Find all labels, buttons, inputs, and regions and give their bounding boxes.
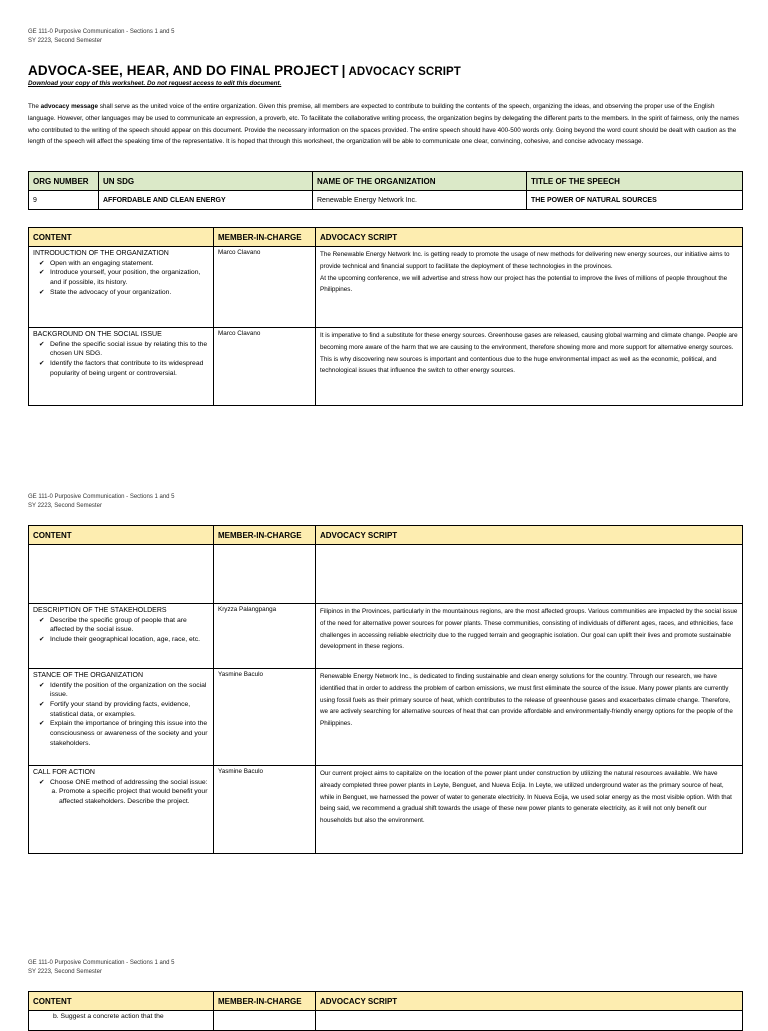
org-name-value: Renewable Energy Network Inc. (313, 191, 527, 210)
script-header: ADVOCACY SCRIPT (316, 526, 743, 545)
content-header: CONTENT (29, 526, 214, 545)
guide-item: ✔ Include their geographical location, age, race, etc. (39, 635, 209, 645)
semester-line: SY 2223, Second Semester (28, 968, 102, 975)
org-number-header: ORG NUMBER (29, 172, 99, 191)
guide-item: ✔ State the advocacy of your organization. (39, 288, 209, 298)
course-line: GE 111-0 Purposive Communication - Sections 1 and 5 (28, 960, 175, 966)
guide-item: ✔ Identify the factors that contribute to its widespread popularity of being urgent or controversial. (39, 359, 209, 378)
call-row (29, 766, 743, 854)
advocacy-script (316, 766, 743, 854)
org-name-header: NAME OF THE ORGANIZATION (313, 172, 527, 191)
course-line: GE 111-0 Purposive Communication - Sections 1 and 5 (28, 494, 175, 500)
partial-content (29, 1011, 214, 1031)
script-table-header (29, 526, 743, 545)
section-title: BACKGROUND ON THE SOCIAL ISSUE (33, 331, 162, 338)
guide-item: ✔ Describe the specific group of people that are affected by the social issue. (39, 616, 209, 635)
script-table-page2 (28, 525, 743, 854)
intro-bold: advocacy message (40, 103, 99, 110)
script-table-page3 (28, 991, 743, 1031)
semester-line: SY 2223, Second Semester (28, 37, 102, 44)
guide-item: ✔ Identify the position of the organization on the social issue. (39, 681, 209, 700)
call-content (29, 766, 214, 854)
stakeholders-row (29, 604, 743, 669)
advocacy-script (316, 669, 743, 766)
guide-item: ✔ Define the specific social issue by relating this to the chosen UN SDG. (39, 340, 209, 359)
guide-item: ✔ Introduce yourself, your position, the organization, and if possible, its history. (39, 268, 209, 287)
guide-list (33, 616, 209, 645)
member-in-charge: Marco Clavano (214, 328, 316, 406)
org-table-row (29, 191, 743, 210)
script-paragraph: This is why discovering new sources is important and contentious due to the huge environmental impact as well as the economic, political, and technological issues that influence the switch to other energy sources. (320, 355, 717, 375)
script-table-header (29, 992, 743, 1011)
intro-paragraph (28, 101, 740, 148)
background-content (29, 328, 214, 406)
intro-lead: The (28, 103, 39, 110)
title-sub: ADVOCACY SCRIPT (348, 66, 461, 78)
partial-row (29, 1011, 743, 1031)
script-paragraph: Renewable Energy Network Inc., is dedicated to finding sustainable and clean energy solutions for the country. Through our research, we have identified that in order to address the problem of carbon emissions, we must first eliminate the source of the issue. Many power plants are currently using fossil fuels as their primary source of heat, which contributes to the release of greenhouse gases and exacerbates climate change. Therefore, we are actively searching for alternative sources of heat that can provide affordable and environmentally-friendly energy options for the people of the Philippines. (320, 673, 733, 728)
guide-list (33, 778, 209, 788)
page-title (28, 63, 461, 78)
script-paragraph: Filipinos in the Provinces, particularly in the mountainous regions, are the most affected groups. Various communities are impacted by the social issue of the need for alternative power sources for power plants. These communities, consisting of individuals of different ages, races, and ethnicities, face challenges in accessing reliable electricity due to the rugged terrain and geographic isolation. Our goal can uplift their lives and promote sustainable development in these regions. (320, 608, 738, 651)
member-in-charge: Marco Clavano (214, 247, 316, 328)
speech-title-value: THE POWER OF NATURAL SOURCES (527, 191, 743, 210)
intro-org-content (29, 247, 214, 328)
empty-row (29, 545, 743, 604)
member-header: MEMBER-IN-CHARGE (214, 992, 316, 1011)
empty-cell (214, 1011, 316, 1031)
advocacy-script (316, 604, 743, 669)
script-paragraph: The Renewable Energy Network Inc. is getting ready to promote the usage of new methods for delivering new energy sources, our initiative aims to provide technical and financial support to facilitate the deployment of these technologies in the provinces. (320, 251, 730, 270)
advocacy-script (316, 247, 743, 328)
intro-org-row (29, 247, 743, 328)
script-paragraph: It is imperative to find a substitute for these energy sources. Greenhouse gases are released, causing global warming and climate change. People are becoming more aware of the harm that we are causing to the environment, therefore showing more and more support for alternative energy sources. (320, 332, 738, 351)
intro-rest: shall serve as the united voice of the entire organization. Given this premise, all members are expected to contribute to building the contents of the speech, organizing the ideas, and observing the proper use of the English language. However, other languages may be used to communicate an expression, a proverb, etc. To facilitate the collaborative writing process, the organization begins by delegating the different parts to the members. In the spirit of fairness, only the names who contributed to the writing of the speech should appear on this document. Provide the necessary information on the spaces provided. The entire speech should have 400-500 words only. Going beyond the word count should be dealt with caution as the length of the speech will affect the speaking time of the representative. It is hoped that through this worksheet, the organization will be able to communicate one clear, convincing, cohesive, and concise advocacy message. (28, 103, 740, 146)
member-header: MEMBER-IN-CHARGE (214, 526, 316, 545)
member-header: MEMBER-IN-CHARGE (214, 228, 316, 247)
empty-cell (316, 545, 743, 604)
sub-item: b. Suggest a concrete action that the (53, 1013, 164, 1020)
content-header: CONTENT (29, 992, 214, 1011)
script-table-page1 (28, 227, 743, 406)
page-header (28, 493, 175, 510)
download-note: Download your copy of this worksheet. Do not request access to edit this document. (28, 80, 282, 87)
stakeholders-content (29, 604, 214, 669)
member-in-charge: Yasmine Baculo (214, 669, 316, 766)
empty-cell (29, 545, 214, 604)
guide-list (33, 340, 209, 379)
course-line: GE 111-0 Purposive Communication - Sections 1 and 5 (28, 29, 175, 35)
empty-cell (316, 1011, 743, 1031)
sub-item: a. Promote a specific project that would benefit your affected stakeholders. Describe the project. (59, 787, 209, 806)
section-title: CALL FOR ACTION (33, 769, 95, 776)
member-in-charge: Kryzza Palangpanga (214, 604, 316, 669)
guide-item: ✔ Open with an engaging statement. (39, 259, 209, 269)
empty-cell (214, 545, 316, 604)
un-sdg-value: AFFORDABLE AND CLEAN ENERGY (99, 191, 313, 210)
guide-item: ✔ Fortify your stand by providing facts, evidence, statistical data, or examples. (39, 700, 209, 719)
title-main: ADVOCA-SEE, HEAR, AND DO FINAL PROJECT (28, 63, 339, 78)
un-sdg-header: UN SDG (99, 172, 313, 191)
section-title: DESCRIPTION OF THE STAKEHOLDERS (33, 607, 167, 614)
speech-title-header: TITLE OF THE SPEECH (527, 172, 743, 191)
script-table-header (29, 228, 743, 247)
sub-list (33, 787, 209, 806)
guide-list (33, 259, 209, 298)
section-title: STANCE OF THE ORGANIZATION (33, 672, 144, 679)
org-info-table (28, 171, 743, 210)
guide-list (33, 681, 209, 749)
script-paragraph: Our current project aims to capitalize on the location of the power plant under construction by utilizing the natural resources available. We have already completed three power plants in Leyte, Benguet, and Nueva Ecija. In Leyte, we utilized underground water as the primary source of heat, while in Benguet, we harnessed the power of water to generate electricity. In Nueva Ecija, we used solar energy as the most visible option. With that being said, we recommend a gradual shift towards the usage of these new power plants to generate electricity, as it will not only benefit our households but also the environment. (320, 770, 732, 825)
content-header: CONTENT (29, 228, 214, 247)
guide-item: ✔ Choose ONE method of addressing the social issue: (39, 778, 209, 788)
title-separator: | (341, 63, 346, 78)
org-number-value: 9 (29, 191, 99, 210)
script-header: ADVOCACY SCRIPT (316, 228, 743, 247)
background-row (29, 328, 743, 406)
page-header (28, 28, 175, 45)
guide-item: ✔ Explain the importance of bringing this issue into the consciousness or awareness of the society and your stakeholders. (39, 719, 209, 748)
section-title: INTRODUCTION OF THE ORGANIZATION (33, 250, 169, 257)
page-header (28, 959, 175, 976)
semester-line: SY 2223, Second Semester (28, 502, 102, 509)
stance-row (29, 669, 743, 766)
advocacy-script (316, 328, 743, 406)
org-table-header (29, 172, 743, 191)
script-paragraph: At the upcoming conference, we will advertise and stress how our project has the potential to improve the lives of millions of people throughout the Philippines. (320, 274, 728, 294)
stance-content (29, 669, 214, 766)
member-in-charge: Yasmine Baculo (214, 766, 316, 854)
script-header: ADVOCACY SCRIPT (316, 992, 743, 1011)
